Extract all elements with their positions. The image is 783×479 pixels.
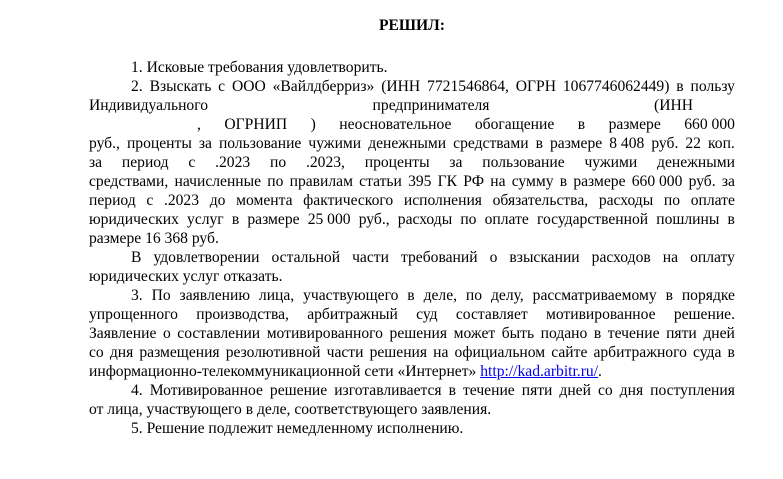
- word: решение.: [673, 306, 735, 323]
- word: период: [89, 192, 136, 209]
- word: оплате: [690, 192, 735, 209]
- word: течение: [607, 325, 660, 342]
- word: с: [188, 154, 196, 171]
- word: по: [465, 287, 483, 304]
- word: течение: [462, 382, 515, 399]
- word: рассматриваемому: [532, 287, 657, 304]
- word: фактического: [303, 192, 394, 209]
- word: .2023: [163, 192, 200, 209]
- item-3-line-5: [89, 362, 735, 382]
- item-2-line-6: [89, 172, 735, 192]
- word: порядке: [681, 287, 735, 304]
- word: 22: [685, 135, 701, 152]
- item-2-line-5: [89, 153, 735, 173]
- word: по: [663, 192, 681, 209]
- item-5: 5. Решение подлежит немедленному исполнению.: [131, 420, 464, 437]
- word: пользу: [690, 78, 735, 95]
- word: делу,: [490, 287, 524, 304]
- word: части: [352, 249, 389, 266]
- word: в: [727, 211, 735, 228]
- word: 25 000: [307, 211, 351, 228]
- word: 660 000: [684, 116, 735, 133]
- word: по: [270, 154, 287, 171]
- word: о: [162, 325, 171, 342]
- word: деле,: [423, 287, 458, 304]
- item-2-line-1: [89, 77, 735, 97]
- word: упрощенного: [89, 306, 178, 323]
- word: заявлению: [179, 287, 251, 304]
- word: коп.: [708, 135, 735, 152]
- word: проценты: [126, 135, 192, 152]
- word: расходов: [591, 249, 651, 266]
- word: РФ: [463, 173, 485, 190]
- word: в: [559, 173, 568, 190]
- word: части: [326, 344, 364, 361]
- word: за: [721, 173, 735, 190]
- word: может: [453, 325, 496, 342]
- word: суд: [416, 306, 438, 323]
- word: Заявление: [89, 325, 157, 342]
- word: 3.: [131, 287, 143, 304]
- word: 8 408: [609, 135, 645, 152]
- word: лица,: [258, 287, 295, 304]
- word: официальном: [454, 344, 546, 361]
- word: размещения: [139, 344, 220, 361]
- word: на: [433, 344, 449, 361]
- word: .2023: [215, 154, 251, 171]
- word: на: [490, 173, 506, 190]
- word: решение: [269, 382, 328, 399]
- item-2-line-4: [89, 134, 735, 154]
- word: исполнения: [403, 192, 482, 209]
- word: расходы: [598, 192, 654, 209]
- word: оплату: [690, 249, 735, 266]
- word: с: [146, 192, 154, 209]
- word: составляет: [455, 306, 528, 323]
- refusal-line-1: [89, 248, 735, 268]
- word: в: [727, 344, 735, 361]
- word: руб.: [651, 135, 679, 152]
- item-1: 1. Исковые требования удовлетворить.: [131, 59, 388, 76]
- word: дня: [109, 344, 134, 361]
- word: пяти: [521, 382, 553, 399]
- word: 1067746062449): [562, 78, 670, 95]
- word: производства,: [196, 306, 289, 323]
- word: По: [151, 287, 171, 304]
- word: мотивированного: [266, 325, 383, 342]
- word: резолютивной: [225, 344, 321, 361]
- item-2-line-7: [89, 191, 735, 211]
- word: руб.: [688, 173, 716, 190]
- word: услуг: [187, 211, 224, 228]
- word: оплате: [484, 211, 529, 228]
- item-3-line-2: [89, 305, 735, 325]
- word: о: [489, 249, 498, 266]
- word: изготавливается: [334, 382, 442, 399]
- word: чужими: [308, 135, 362, 152]
- word: сайте: [551, 344, 588, 361]
- word: мотивированное: [545, 306, 656, 323]
- word: обязательства,: [492, 192, 589, 209]
- word: дней: [703, 325, 735, 342]
- word: начисленные: [174, 173, 262, 190]
- item-2-line-9: размере 16 368 руб.: [89, 230, 219, 247]
- word: размере: [247, 211, 300, 228]
- item-2-line-2: [89, 96, 693, 116]
- word: 395: [408, 173, 432, 190]
- word: размере: [550, 135, 603, 152]
- word: арбитражный: [307, 306, 398, 323]
- word: Взыскать: [149, 78, 212, 95]
- word: решения: [389, 325, 448, 342]
- kad-arbitr-link[interactable]: http://kad.arbitr.ru/: [480, 363, 599, 380]
- word: с: [218, 78, 226, 95]
- word: требований: [400, 249, 478, 266]
- word: неосновательное: [339, 116, 452, 133]
- word: в: [535, 135, 543, 152]
- page-title: РЕШИЛ:: [379, 17, 445, 34]
- word: за: [89, 154, 103, 171]
- word: ОГРН: [515, 78, 556, 95]
- word: удовлетворении: [153, 249, 260, 266]
- word: 7721546864,: [427, 78, 509, 95]
- word: статьи: [359, 173, 402, 190]
- item-2-line-3: [89, 115, 735, 135]
- item-3-line-5-text: информационно-телекоммуникационной сети «Интернет»: [89, 363, 481, 380]
- word: чужими: [584, 154, 638, 171]
- word: пяти: [666, 325, 697, 342]
- word: ГК: [437, 173, 458, 190]
- word: 2.: [131, 78, 143, 95]
- word: проценты: [364, 154, 430, 171]
- word: ,: [197, 116, 201, 133]
- word: период: [121, 154, 169, 171]
- word: денежными: [657, 154, 735, 171]
- item-4-line-1: [89, 381, 735, 401]
- word: поступления: [650, 382, 735, 399]
- word: сумму: [511, 173, 554, 190]
- word: в: [593, 325, 602, 342]
- refusal-line-2: юридических услуг отказать.: [89, 268, 283, 285]
- word: Мотивированное: [149, 382, 263, 399]
- item-4-line-2: от лица, участвующего в деле, соответствующего заявления.: [89, 401, 492, 418]
- word: размере: [573, 173, 626, 190]
- word: составлении: [177, 325, 261, 342]
- word: обогащение: [474, 116, 555, 133]
- word: ООО: [231, 78, 266, 95]
- word: «Вайлдберриз»: [272, 78, 375, 95]
- word: дней: [559, 382, 591, 399]
- word: со: [89, 344, 104, 361]
- word: 660 000: [631, 173, 683, 190]
- word: государственной: [536, 211, 649, 228]
- word: пользование: [482, 154, 565, 171]
- word: со: [597, 382, 613, 399]
- word: до: [209, 192, 226, 209]
- item-3-line-3: [89, 324, 735, 344]
- word: быть: [501, 325, 535, 342]
- word: ОГРНИП: [224, 116, 288, 133]
- word: В: [131, 249, 142, 266]
- word: взыскании: [509, 249, 580, 266]
- item-3-line-5-end: .: [598, 363, 602, 380]
- word: за: [449, 154, 463, 171]
- item-3-line-4: [89, 343, 735, 363]
- word: (ИНН: [381, 78, 421, 95]
- word: .2023,: [305, 154, 345, 171]
- word: в: [665, 287, 673, 304]
- word: в: [407, 287, 415, 304]
- word: в: [577, 116, 586, 133]
- item-3-line-1: [89, 286, 735, 306]
- word: средствами,: [89, 173, 169, 190]
- word: дня: [619, 382, 644, 399]
- word: подано: [540, 325, 588, 342]
- word: размере: [608, 116, 661, 133]
- word: на: [662, 249, 679, 266]
- word: участвующего: [303, 287, 399, 304]
- word: пошлины: [656, 211, 720, 228]
- word: Индивидуального: [89, 97, 209, 114]
- word: юридических: [89, 211, 179, 228]
- word: по: [267, 173, 284, 190]
- word: суда: [693, 344, 722, 361]
- word: в: [448, 382, 456, 399]
- word: за: [198, 135, 212, 152]
- word: арбитражного: [593, 344, 687, 361]
- word: правилам: [289, 173, 353, 190]
- word: в: [676, 78, 684, 95]
- word: момента: [236, 192, 293, 209]
- word: остальной: [271, 249, 341, 266]
- word: по: [460, 211, 477, 228]
- item-2-line-8: [89, 210, 735, 230]
- word: средствами: [453, 135, 529, 152]
- word: руб.,: [89, 135, 120, 152]
- word: 4.: [131, 382, 143, 399]
- word: предпринимателя: [372, 97, 490, 114]
- word: решения: [369, 344, 428, 361]
- word: (ИНН: [654, 97, 693, 114]
- word: расходы: [397, 211, 453, 228]
- word: пользование: [218, 135, 302, 152]
- word: ): [310, 116, 316, 133]
- word: денежными: [368, 135, 447, 152]
- word: руб.,: [358, 211, 390, 228]
- word: в: [231, 211, 240, 228]
